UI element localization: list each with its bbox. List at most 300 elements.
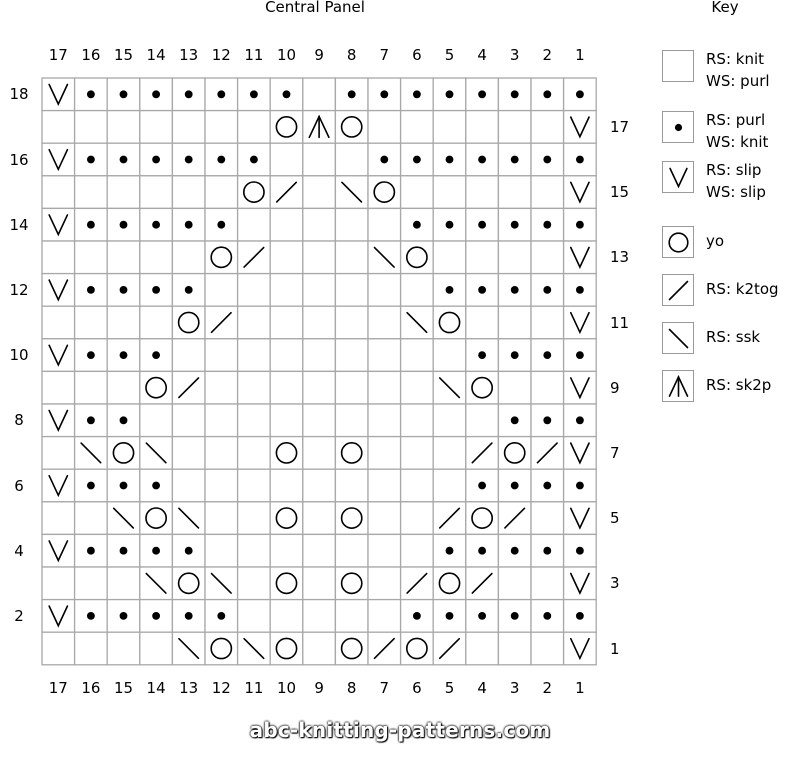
chart-cell xyxy=(433,306,466,339)
key-symbol-box xyxy=(662,370,694,402)
purl-dot-icon xyxy=(250,90,258,98)
chart-cell xyxy=(531,404,564,437)
chart-cell xyxy=(401,208,434,241)
purl-dot-icon xyxy=(576,351,584,359)
key-label xyxy=(706,109,768,153)
chart-cell xyxy=(401,469,434,502)
chart-cell xyxy=(368,632,401,665)
chart-cell xyxy=(303,111,336,144)
column-number: 13 xyxy=(179,46,199,64)
purl-dot-icon xyxy=(87,612,95,620)
chart-cell xyxy=(433,502,466,535)
column-number: 15 xyxy=(113,679,134,697)
chart-cell xyxy=(564,208,597,241)
chart-cell xyxy=(238,339,271,372)
purl-dot-icon xyxy=(413,221,421,229)
purl-dot-icon xyxy=(185,90,193,98)
purl-dot-icon xyxy=(152,221,160,229)
chart-cell xyxy=(42,111,75,144)
chart-cell xyxy=(498,241,531,274)
chart-cell xyxy=(335,632,368,665)
purl-dot-icon xyxy=(120,351,128,359)
row-number: 10 xyxy=(9,346,29,365)
chart-cell xyxy=(140,208,173,241)
chart-cell xyxy=(140,306,173,339)
chart-cell xyxy=(564,600,597,633)
chart-cell xyxy=(368,176,401,209)
purl-dot-icon xyxy=(87,547,95,555)
chart-cell xyxy=(238,111,271,144)
chart-cell xyxy=(433,241,466,274)
chart-cell xyxy=(466,371,499,404)
purl-dot-icon xyxy=(152,351,160,359)
purl-dot-icon xyxy=(217,221,225,229)
chart-cell xyxy=(107,339,140,372)
chart-cell xyxy=(368,339,401,372)
chart-cell xyxy=(270,208,303,241)
chart-cell xyxy=(42,339,75,372)
chart-cell xyxy=(401,534,434,567)
chart-cell xyxy=(42,208,75,241)
v-icon xyxy=(670,169,687,187)
chart-cell xyxy=(433,176,466,209)
chart-cell xyxy=(564,241,597,274)
chart-cell xyxy=(107,632,140,665)
column-number: 17 xyxy=(48,46,68,64)
purl-dot-icon xyxy=(152,286,160,294)
chart-cell xyxy=(368,306,401,339)
chart-cell xyxy=(140,502,173,535)
chart-cell xyxy=(107,306,140,339)
key-label-line: RS: slip xyxy=(706,161,762,179)
purl-dot-icon xyxy=(185,286,193,294)
chart-cell xyxy=(531,241,564,274)
chart-cell xyxy=(303,339,336,372)
purl-dot-icon xyxy=(87,482,95,490)
chart-cell xyxy=(433,567,466,600)
key-label xyxy=(706,374,771,396)
key-label-line: RS: knit xyxy=(706,50,765,68)
chart-cell xyxy=(531,567,564,600)
chart-cell xyxy=(368,78,401,111)
chart-cell xyxy=(205,567,238,600)
chart-cell xyxy=(466,469,499,502)
chart-cell xyxy=(270,111,303,144)
column-number: 12 xyxy=(211,679,231,697)
row-number: 2 xyxy=(14,606,24,625)
chart-cell xyxy=(335,600,368,633)
purl-dot-icon xyxy=(511,416,519,424)
chart-cell xyxy=(238,371,271,404)
purl-dot-icon xyxy=(511,221,519,229)
column-number: 10 xyxy=(276,46,297,64)
empty-square-icon xyxy=(663,51,695,83)
purl-dot-icon xyxy=(478,286,486,294)
key-label xyxy=(706,326,760,348)
chart-cell xyxy=(205,371,238,404)
purl-dot-icon xyxy=(87,416,95,424)
purl-dot-icon xyxy=(543,156,551,164)
dot-icon xyxy=(675,124,682,131)
key-label xyxy=(706,48,770,92)
purl-dot-icon xyxy=(87,90,95,98)
chart-cell xyxy=(466,339,499,372)
chart-cell xyxy=(238,274,271,307)
chart-cell xyxy=(564,567,597,600)
chart-cell xyxy=(172,306,205,339)
chart-cell xyxy=(42,143,75,176)
chart-cell xyxy=(75,502,108,535)
chart-cell xyxy=(368,567,401,600)
chart-cell xyxy=(466,143,499,176)
chart-cell xyxy=(238,404,271,437)
column-number: 17 xyxy=(48,679,68,697)
row-number: 17 xyxy=(610,117,630,136)
chart-cell xyxy=(466,111,499,144)
chart-cell xyxy=(75,404,108,437)
chart-cell xyxy=(531,600,564,633)
column-number: 9 xyxy=(314,46,324,64)
chart-cell xyxy=(368,404,401,437)
purl-dot-icon xyxy=(511,547,519,555)
chart-cell xyxy=(303,632,336,665)
chart-cell xyxy=(238,469,271,502)
purl-dot-icon xyxy=(446,612,454,620)
chart-cell xyxy=(335,437,368,470)
chart-cell xyxy=(107,78,140,111)
row-number: 6 xyxy=(14,476,24,495)
purl-dot-icon xyxy=(511,156,519,164)
chart-cell xyxy=(205,404,238,437)
purl-dot-icon xyxy=(152,547,160,555)
column-number: 3 xyxy=(509,46,520,64)
chart-cell xyxy=(531,78,564,111)
chart-cell xyxy=(531,111,564,144)
slash-icon xyxy=(670,282,688,300)
column-number: 9 xyxy=(314,679,324,697)
purl-dot-icon xyxy=(446,286,454,294)
chart-cell xyxy=(303,78,336,111)
chart-cell xyxy=(433,404,466,437)
chart-cell xyxy=(303,404,336,437)
chart-cell xyxy=(498,306,531,339)
purl-dot-icon xyxy=(446,90,454,98)
chart-cell xyxy=(107,600,140,633)
chart-cell xyxy=(498,176,531,209)
chart-cell xyxy=(205,534,238,567)
chart-cell xyxy=(531,306,564,339)
chart-cell xyxy=(401,371,434,404)
chart-cell xyxy=(531,176,564,209)
chart-cell xyxy=(172,176,205,209)
chart-cell xyxy=(140,632,173,665)
column-number: 14 xyxy=(146,679,166,697)
chart-cell xyxy=(335,567,368,600)
chart-cell xyxy=(564,111,597,144)
chart-cell xyxy=(205,78,238,111)
purl-dot-icon xyxy=(120,547,128,555)
chart-cell xyxy=(172,208,205,241)
circle-icon xyxy=(663,227,695,259)
chart-cell xyxy=(335,78,368,111)
chart-cell xyxy=(531,274,564,307)
chart-cell xyxy=(75,111,108,144)
chart-cell xyxy=(42,404,75,437)
purl-dot-icon xyxy=(87,351,95,359)
key-label xyxy=(706,278,779,300)
key-label-line: RS: ssk xyxy=(706,328,761,346)
chart-cell xyxy=(401,111,434,144)
chart-cell xyxy=(75,371,108,404)
chart-cell xyxy=(238,632,271,665)
chart-cell xyxy=(303,469,336,502)
chart-cell xyxy=(42,437,75,470)
chart-cell xyxy=(401,176,434,209)
chart-cell xyxy=(303,437,336,470)
chart-cell xyxy=(401,404,434,437)
chart-cell xyxy=(531,632,564,665)
chart-cell xyxy=(401,437,434,470)
chart-cell xyxy=(401,143,434,176)
chart-cell xyxy=(270,274,303,307)
chart-cell xyxy=(303,600,336,633)
chart-cell xyxy=(205,241,238,274)
chart-cell xyxy=(140,78,173,111)
chart-cell xyxy=(335,534,368,567)
chart-cell xyxy=(368,143,401,176)
chart-cell xyxy=(368,371,401,404)
chart-cell xyxy=(140,437,173,470)
row-number: 5 xyxy=(610,509,620,528)
column-number: 15 xyxy=(113,46,134,64)
chart-cell xyxy=(270,437,303,470)
chart-cell xyxy=(303,371,336,404)
chart-cell xyxy=(433,208,466,241)
chart-cell xyxy=(172,502,205,535)
chart-cell xyxy=(498,567,531,600)
chart-cell xyxy=(401,274,434,307)
column-number: 10 xyxy=(276,679,297,697)
chart-cell xyxy=(205,274,238,307)
chart-cell xyxy=(238,437,271,470)
arrow-up-icon xyxy=(670,377,688,396)
chart-cell xyxy=(107,208,140,241)
column-number: 1 xyxy=(575,46,585,64)
column-number: 5 xyxy=(444,679,455,697)
chart-cell xyxy=(433,534,466,567)
chart-cell xyxy=(140,176,173,209)
chart-cell xyxy=(335,176,368,209)
chart-cell xyxy=(303,274,336,307)
column-number: 13 xyxy=(179,679,199,697)
purl-dot-icon xyxy=(543,416,551,424)
chart-cell xyxy=(107,143,140,176)
column-number: 14 xyxy=(146,46,166,64)
purl-dot-icon xyxy=(576,482,584,490)
purl-dot-icon xyxy=(87,286,95,294)
chart-cell xyxy=(498,404,531,437)
chart-cell xyxy=(140,600,173,633)
chart-cell xyxy=(270,632,303,665)
purl-dot-icon xyxy=(478,482,486,490)
row-number: 12 xyxy=(9,280,29,299)
chart-cell xyxy=(107,469,140,502)
chart-cell xyxy=(140,111,173,144)
backslash-icon xyxy=(670,330,688,348)
chart-cell xyxy=(303,208,336,241)
purl-dot-icon xyxy=(576,156,584,164)
key-label-line: WS: purl xyxy=(706,72,770,90)
chart-cell xyxy=(205,437,238,470)
chart-cell xyxy=(303,502,336,535)
chart-cell xyxy=(433,339,466,372)
chart-cell xyxy=(75,600,108,633)
chart-cell xyxy=(205,339,238,372)
chart-cell xyxy=(140,404,173,437)
chart-cell xyxy=(303,534,336,567)
chart-cell xyxy=(172,78,205,111)
chart-cell xyxy=(401,339,434,372)
chart-cell xyxy=(498,111,531,144)
purl-dot-icon xyxy=(511,351,519,359)
key-symbol-box xyxy=(662,111,694,143)
purl-dot-icon xyxy=(120,221,128,229)
column-number: 11 xyxy=(244,679,264,697)
column-number: 12 xyxy=(211,46,231,64)
row-number: 14 xyxy=(9,215,29,234)
chart-cell xyxy=(368,111,401,144)
chart-cell xyxy=(466,534,499,567)
key-symbol-box xyxy=(662,274,694,306)
chart-cell xyxy=(140,274,173,307)
v-icon xyxy=(663,162,695,194)
chart-grid xyxy=(42,78,596,665)
chart-cell xyxy=(75,143,108,176)
purl-dot-icon xyxy=(413,90,421,98)
column-number: 2 xyxy=(542,46,553,64)
chart-cell xyxy=(498,469,531,502)
purl-dot-icon xyxy=(380,156,388,164)
chart-cell xyxy=(401,632,434,665)
purl-dot-icon xyxy=(478,547,486,555)
chart-cell xyxy=(433,437,466,470)
chart-cell xyxy=(270,143,303,176)
chart-cell xyxy=(75,437,108,470)
chart-cell xyxy=(498,632,531,665)
chart-cell xyxy=(172,534,205,567)
chart-cell xyxy=(172,111,205,144)
chart-cell xyxy=(466,306,499,339)
row-number: 1 xyxy=(610,639,620,658)
chart-cell xyxy=(42,78,75,111)
key-label-line: WS: slip xyxy=(706,183,766,201)
chart-cell xyxy=(531,339,564,372)
chart-cell xyxy=(205,469,238,502)
chart-cell xyxy=(205,600,238,633)
chart-cell xyxy=(303,241,336,274)
chart-cell xyxy=(75,274,108,307)
column-number: 7 xyxy=(379,679,390,697)
purl-dot-icon xyxy=(478,351,486,359)
purl-dot-icon xyxy=(152,90,160,98)
purl-dot-icon xyxy=(250,156,258,164)
chart-cell xyxy=(531,437,564,470)
chart-cell xyxy=(433,469,466,502)
chart-cell xyxy=(75,632,108,665)
chart-cell xyxy=(498,78,531,111)
chart-cell xyxy=(564,632,597,665)
chart-cell xyxy=(335,241,368,274)
chart-cell xyxy=(564,404,597,437)
chart-cell xyxy=(498,143,531,176)
chart-cell xyxy=(172,632,205,665)
purl-dot-icon xyxy=(152,612,160,620)
chart-cell xyxy=(368,241,401,274)
chart-cell xyxy=(303,306,336,339)
chart-cell xyxy=(238,208,271,241)
chart-cell xyxy=(368,600,401,633)
chart-cell xyxy=(335,306,368,339)
key-symbol-box xyxy=(662,50,694,82)
chart-cell xyxy=(140,241,173,274)
slash-icon xyxy=(663,275,695,307)
chart-cell xyxy=(270,306,303,339)
chart-cell xyxy=(140,371,173,404)
chart-cell xyxy=(466,600,499,633)
key-symbol-box xyxy=(662,226,694,258)
chart-cell xyxy=(564,534,597,567)
purl-dot-icon xyxy=(185,156,193,164)
chart-cell xyxy=(335,404,368,437)
chart-cell xyxy=(238,241,271,274)
chart-cell xyxy=(270,534,303,567)
chart-cell xyxy=(466,274,499,307)
purl-dot-icon xyxy=(543,547,551,555)
purl-dot-icon xyxy=(511,482,519,490)
chart-cell xyxy=(433,111,466,144)
chart-cell xyxy=(335,469,368,502)
chart-cell xyxy=(466,208,499,241)
chart-cell xyxy=(335,143,368,176)
purl-dot-icon xyxy=(576,286,584,294)
chart-cell xyxy=(172,371,205,404)
chart-cell xyxy=(172,404,205,437)
chart-cell xyxy=(466,78,499,111)
chart-cell xyxy=(270,371,303,404)
chart-cell xyxy=(466,502,499,535)
chart-cell xyxy=(433,632,466,665)
chart-cell xyxy=(42,469,75,502)
purl-dot-icon xyxy=(120,156,128,164)
chart-cell xyxy=(107,404,140,437)
chart-cell xyxy=(270,404,303,437)
chart-cell xyxy=(42,567,75,600)
purl-dot-icon xyxy=(413,612,421,620)
purl-dot-icon xyxy=(152,482,160,490)
chart-cell xyxy=(42,632,75,665)
chart-cell xyxy=(107,111,140,144)
backslash-icon xyxy=(663,323,695,355)
key-symbol-box xyxy=(662,322,694,354)
chart-cell xyxy=(42,176,75,209)
chart-cell xyxy=(140,534,173,567)
purl-dot-icon xyxy=(120,90,128,98)
chart-cell xyxy=(270,339,303,372)
chart-cell xyxy=(75,241,108,274)
column-number: 16 xyxy=(81,46,101,64)
purl-dot-icon xyxy=(413,156,421,164)
purl-dot-icon xyxy=(217,156,225,164)
